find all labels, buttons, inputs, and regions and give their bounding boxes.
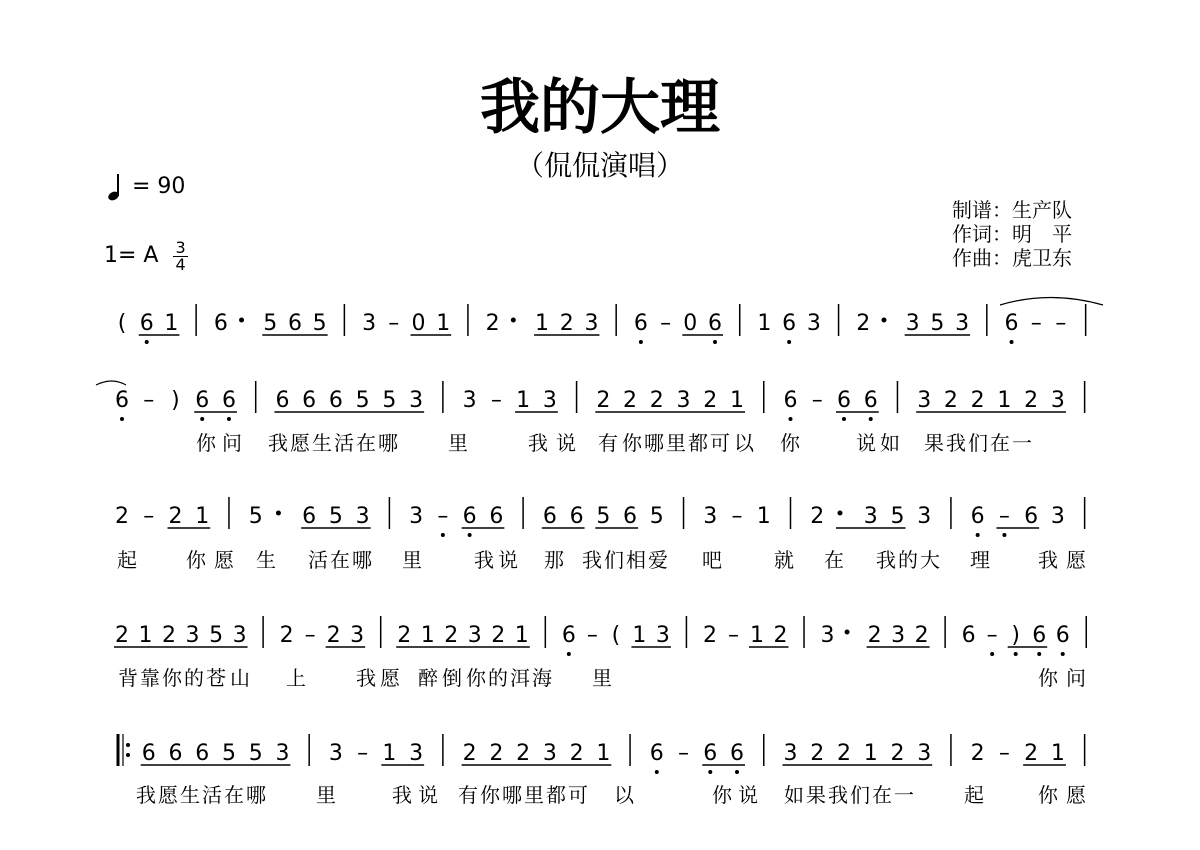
lyric-char: 里	[592, 666, 612, 690]
lyric-char: 起	[117, 548, 137, 572]
note: 6	[213, 311, 228, 336]
note: 1	[749, 623, 764, 648]
low-octave-dot	[976, 533, 980, 537]
augmentation-dot	[239, 318, 244, 323]
note: 3	[185, 623, 200, 648]
note: 2	[115, 504, 129, 529]
note: 2	[1024, 741, 1039, 766]
note: 3	[584, 311, 599, 336]
note: 2	[516, 741, 531, 766]
lyric-char: 在	[872, 783, 892, 807]
time-sig-bottom: 4	[175, 254, 186, 274]
note: 3	[905, 311, 920, 336]
lyric-char: 我	[582, 548, 602, 572]
note: 3	[820, 623, 835, 648]
note: 3	[275, 741, 290, 766]
lyric-char: 上	[286, 666, 306, 690]
lyric-char: 们	[968, 431, 988, 455]
note: 2	[115, 623, 129, 648]
note: 6	[489, 504, 504, 529]
note: 2	[856, 311, 871, 336]
lyric-char: 的	[184, 666, 204, 690]
note: 6	[139, 311, 154, 336]
note: 6	[542, 504, 557, 529]
lyric-char: 里	[402, 548, 422, 572]
lyric-char: 都	[688, 431, 708, 455]
note: 1	[997, 388, 1012, 413]
note: 1	[756, 504, 771, 529]
lyric-char: 活	[334, 431, 354, 455]
note: 3	[783, 741, 798, 766]
lyric-char: 里	[666, 431, 686, 455]
note: 3	[362, 311, 377, 336]
note: 2	[773, 623, 788, 648]
low-octave-dot	[639, 340, 643, 344]
note: (	[611, 623, 621, 648]
note: 1	[164, 311, 179, 336]
low-octave-dot	[655, 770, 659, 774]
note: 3	[655, 623, 670, 648]
performer-subtitle: （侃侃演唱）	[515, 149, 684, 182]
note: 3	[806, 311, 821, 336]
lyric-char: 吧	[702, 548, 722, 572]
lyric-char: 在	[824, 548, 844, 572]
lyric-char: 说	[556, 431, 576, 455]
lyric-char: 哪	[352, 548, 372, 572]
lyric-char: 苍	[206, 666, 226, 690]
lyric-char: 你	[466, 666, 486, 690]
dash-note: –	[1030, 311, 1042, 336]
credit-lyricist: 作词：明 平	[952, 222, 1072, 246]
low-octave-dot	[1014, 652, 1018, 656]
lyric-char: 在	[330, 548, 350, 572]
lyric-char: 生	[256, 548, 276, 572]
note: 0	[411, 311, 426, 336]
lyric-char: 相	[626, 548, 646, 572]
note: 1	[516, 388, 531, 413]
lyric-char: 问	[222, 431, 242, 455]
note: 6	[633, 311, 648, 336]
repeat-dot	[126, 743, 130, 747]
lyric-char: 生	[312, 431, 332, 455]
lyric-char: 哪	[246, 783, 266, 807]
note: 2	[970, 741, 985, 766]
lyric-char: 我	[528, 431, 548, 455]
lyric-char: 你	[186, 548, 206, 572]
note: 2	[559, 311, 574, 336]
lyric-char: 我	[876, 548, 896, 572]
note: 6	[783, 388, 798, 413]
tie-arc	[1000, 298, 1103, 306]
note: 2	[596, 388, 611, 413]
note: 2	[489, 741, 504, 766]
note: )	[1011, 623, 1020, 648]
note: 3	[462, 388, 477, 413]
note: 5	[209, 623, 224, 648]
lyric-char: 你	[196, 431, 216, 455]
note: 2	[810, 504, 825, 529]
dash-note: –	[731, 504, 743, 529]
lyric-char: 洱	[510, 666, 530, 690]
lyric-char: 愿	[1066, 548, 1086, 572]
dash-note: –	[357, 741, 369, 766]
low-octave-dot	[200, 417, 204, 421]
note: 2	[491, 623, 506, 648]
note: 2	[326, 623, 341, 648]
lyric-char: 说	[738, 783, 758, 807]
note: 6	[961, 623, 976, 648]
note: 6	[287, 311, 302, 336]
note: 2	[649, 388, 664, 413]
dash-note: –	[437, 504, 449, 529]
note: 1	[195, 504, 210, 529]
lyric-char: 理	[970, 548, 990, 572]
lyric-char: 我	[828, 783, 848, 807]
note: 2	[703, 388, 718, 413]
lyric-char: 活	[308, 548, 328, 572]
augmentation-dot	[845, 630, 850, 635]
lyric-char: 在	[356, 431, 376, 455]
note: 6	[1004, 311, 1019, 336]
lyric-char: 醉	[418, 666, 438, 690]
lyric-char: 有	[598, 431, 618, 455]
lyric-char: 我	[136, 783, 156, 807]
lyric-char: 大	[920, 548, 940, 572]
dash-note: –	[304, 623, 316, 648]
note: 3	[891, 623, 906, 648]
note: 2	[890, 741, 905, 766]
note: 6	[462, 504, 477, 529]
lyric-char: 我	[946, 431, 966, 455]
note: 3	[232, 623, 247, 648]
lyric-char: 哪	[644, 431, 664, 455]
note: 3	[355, 504, 370, 529]
note: 6	[302, 388, 317, 413]
lyric-char: 的	[488, 666, 508, 690]
note: 3	[409, 504, 424, 529]
low-octave-dot	[227, 417, 231, 421]
lyric-char: 说	[498, 548, 518, 572]
credit-composer: 作曲：虎卫东	[952, 246, 1072, 270]
tie-arc	[96, 381, 126, 385]
note: 2	[444, 623, 459, 648]
lyric-char: 我	[474, 548, 494, 572]
note: 5	[382, 388, 397, 413]
lyric-char: 果	[924, 431, 944, 455]
note: 5	[596, 504, 611, 529]
low-octave-dot	[1010, 340, 1014, 344]
credit-arranger: 制谱：生产队	[952, 198, 1072, 222]
lyric-char: 们	[850, 783, 870, 807]
note: 6	[115, 388, 129, 413]
dash-note: –	[388, 311, 400, 336]
note: 1	[514, 623, 529, 648]
lyric-char: 们	[604, 548, 624, 572]
lyric-char: 果	[806, 783, 826, 807]
note: 3	[409, 741, 424, 766]
note: 6	[730, 741, 745, 766]
low-octave-dot	[990, 652, 994, 656]
note: 1	[730, 388, 745, 413]
lyric-char: 活	[202, 783, 222, 807]
lyric-char: 靠	[140, 666, 160, 690]
note: 2	[867, 623, 882, 648]
note: 2	[569, 741, 584, 766]
lyric-char: 哪	[502, 783, 522, 807]
note: )	[171, 388, 180, 413]
note: 1	[863, 741, 878, 766]
lyric-char: 海	[532, 666, 552, 690]
lyric-char: 山	[230, 666, 250, 690]
note: 1	[420, 623, 435, 648]
note: 3	[703, 504, 718, 529]
lyric-char: 我	[1038, 548, 1058, 572]
note: 1	[535, 311, 550, 336]
note: 6	[836, 388, 851, 413]
note: 3	[542, 388, 557, 413]
note: 5	[649, 504, 664, 529]
note: 6	[970, 504, 985, 529]
lyric-char: 可	[710, 431, 730, 455]
note: 5	[355, 388, 370, 413]
low-octave-dot	[735, 770, 739, 774]
lyric-char: 如	[880, 431, 900, 455]
note: 6	[569, 504, 584, 529]
note: 6	[275, 388, 290, 413]
low-octave-dot	[441, 533, 445, 537]
note: 5	[890, 504, 905, 529]
note: 1	[757, 311, 772, 336]
lyric-char: 就	[774, 548, 794, 572]
note: 5	[248, 504, 263, 529]
note: 6	[141, 741, 156, 766]
lyric-char: 一	[894, 783, 914, 807]
lyric-char: 我	[356, 666, 376, 690]
note: 2	[162, 623, 177, 648]
note: 6	[863, 388, 878, 413]
note: 6	[195, 741, 210, 766]
note: 5	[328, 504, 343, 529]
note: 2	[279, 623, 294, 648]
repeat-dot	[126, 753, 130, 757]
note: 2	[397, 623, 412, 648]
note: 1	[596, 741, 611, 766]
note: 5	[312, 311, 327, 336]
low-octave-dot	[869, 417, 873, 421]
lyric-char: 你	[622, 431, 642, 455]
lyric-char: 愿	[380, 666, 400, 690]
low-octave-dot	[787, 340, 791, 344]
lyric-char: 愿	[158, 783, 178, 807]
note: 6	[708, 311, 723, 336]
note: 6	[1055, 623, 1070, 648]
lyric-char: 愿	[214, 548, 234, 572]
lyric-char: 一	[1012, 431, 1032, 455]
lyric-char: 在	[224, 783, 244, 807]
note: 3	[863, 504, 878, 529]
note: 1	[1050, 741, 1065, 766]
note: 2	[168, 504, 183, 529]
key-label: 1= A	[104, 243, 159, 268]
note: 6	[1032, 623, 1047, 648]
note: 0	[683, 311, 698, 336]
dash-note: –	[998, 741, 1010, 766]
low-octave-dot	[1037, 652, 1041, 656]
dash-note: –	[1055, 311, 1067, 336]
note: 2	[1024, 388, 1039, 413]
note: 2	[914, 623, 929, 648]
lyric-char: 背	[118, 666, 138, 690]
lyric-char: 生	[180, 783, 200, 807]
lyric-char: 可	[568, 783, 588, 807]
note: 5	[930, 311, 945, 336]
augmentation-dot	[511, 318, 516, 323]
lyric-char: 里	[448, 431, 468, 455]
lyric-char: 哪	[378, 431, 398, 455]
note: 6	[221, 388, 236, 413]
augmentation-dot	[276, 511, 281, 516]
note: 5	[248, 741, 263, 766]
augmentation-dot	[881, 318, 886, 323]
note: 6	[1024, 504, 1039, 529]
lyric-char: 说	[418, 783, 438, 807]
note: 6	[195, 388, 210, 413]
lyric-char: 里	[524, 783, 544, 807]
lyric-char: 愿	[290, 431, 310, 455]
low-octave-dot	[708, 770, 712, 774]
note: 1	[382, 741, 397, 766]
note: 3	[328, 741, 343, 766]
note: 2	[836, 741, 851, 766]
low-octave-dot	[842, 417, 846, 421]
lyric-char: 倒	[442, 666, 462, 690]
low-octave-dot	[1002, 533, 1006, 537]
note: 5	[221, 741, 236, 766]
dash-note: –	[143, 388, 155, 413]
lyric-char: 你	[712, 783, 732, 807]
dash-note: –	[660, 311, 672, 336]
dash-note: –	[998, 504, 1010, 529]
dash-note: –	[490, 388, 502, 413]
lyric-char: 我	[268, 431, 288, 455]
note: 2	[462, 741, 477, 766]
lyric-char: 那	[544, 548, 564, 572]
lyric-char: 爱	[648, 548, 668, 572]
note: 1	[632, 623, 647, 648]
note: 6	[328, 388, 343, 413]
note: 3	[955, 311, 970, 336]
note: 1	[436, 311, 451, 336]
lyric-char: 都	[546, 783, 566, 807]
note: 3	[542, 741, 557, 766]
note: 6	[649, 741, 664, 766]
note: 3	[917, 504, 932, 529]
note: 3	[676, 388, 691, 413]
lyric-char: 你	[1038, 666, 1058, 690]
lyric-char: 以	[734, 431, 754, 455]
lyric-char: 愿	[1066, 783, 1086, 807]
note: 3	[917, 741, 932, 766]
low-octave-dot	[120, 417, 124, 421]
lyric-char: 以	[614, 783, 634, 807]
low-octave-dot	[788, 417, 792, 421]
lyric-char: 的	[898, 548, 918, 572]
dash-note: –	[727, 623, 739, 648]
lyric-char: 我	[392, 783, 412, 807]
note: 3	[467, 623, 482, 648]
song-title: 我的大理	[480, 73, 720, 143]
low-octave-dot	[1061, 652, 1065, 656]
note: 3	[350, 623, 365, 648]
low-octave-dot	[713, 340, 717, 344]
note: 2	[702, 623, 717, 648]
lyric-char: 在	[990, 431, 1010, 455]
low-octave-dot	[567, 652, 571, 656]
note: 3	[1050, 388, 1065, 413]
note: (	[117, 311, 127, 336]
note: 6	[782, 311, 797, 336]
lyric-char: 你	[162, 666, 182, 690]
dash-note: –	[586, 623, 598, 648]
augmentation-dot	[837, 511, 842, 516]
lyric-char: 如	[784, 783, 804, 807]
time-sig-top: 3	[175, 237, 186, 257]
lyric-char: 你	[480, 783, 500, 807]
note: 2	[485, 311, 500, 336]
note: 3	[917, 388, 932, 413]
note: 6	[561, 623, 576, 648]
note: 2	[623, 388, 638, 413]
dash-note: –	[986, 623, 998, 648]
low-octave-dot	[468, 533, 472, 537]
lyric-char: 起	[964, 783, 984, 807]
note: 6	[168, 741, 183, 766]
note: 2	[943, 388, 958, 413]
tempo-value: = 90	[132, 174, 186, 199]
note: 3	[1050, 504, 1065, 529]
note: 2	[970, 388, 985, 413]
note: 5	[263, 311, 278, 336]
note: 2	[810, 741, 825, 766]
low-octave-dot	[145, 340, 149, 344]
lyric-char: 问	[1066, 666, 1086, 690]
lyric-char: 有	[458, 783, 478, 807]
lyric-char: 里	[316, 783, 336, 807]
lyric-char: 你	[780, 431, 800, 455]
lyric-char: 你	[1038, 783, 1058, 807]
dash-note: –	[811, 388, 823, 413]
note: 6	[703, 741, 718, 766]
dash-note: –	[143, 504, 155, 529]
note: 6	[623, 504, 638, 529]
note: 6	[302, 504, 317, 529]
dash-note: –	[678, 741, 690, 766]
note: 1	[138, 623, 153, 648]
lyric-char: 说	[856, 431, 876, 455]
note: 3	[409, 388, 424, 413]
